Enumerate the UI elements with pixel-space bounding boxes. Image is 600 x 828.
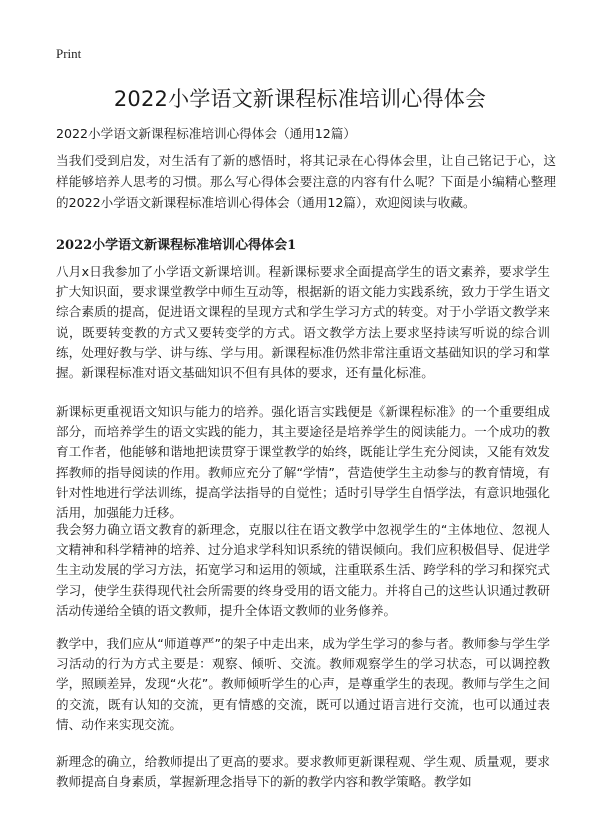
body-paragraph: 新课标更重视语文知识与能力的培养。强化语言实践便是《新课程标准》的一个重要组成部分，而培养学生的语文实践的能力，其主要途径是培养学生的阅读能力。一个成功的教育工作者，他能够和谐地把读贯穿于课堂教学的始终，既能让学生充分阅读，又能有效发挥教师的指导阅读的作用。教师应充分了解“学情”，营造使学生主动参与的教育情境，有针对性地进行学法训练，提高学法指导的自觉性；适时引导学生自悟学法，有意识地强化活用，加强能力迁移。: [56, 404, 550, 521]
print-link[interactable]: Print: [56, 46, 82, 61]
body-paragraph: 新理念的确立，给教师提出了更高的要求。要求教师更新课程观、学生观、质量观，要求教师提高自身素质，掌握新理念指导下的新的教学内容和教学策略。教学如: [56, 754, 550, 790]
section-heading: 2022小学语文新课程标准培训心得体会1: [56, 238, 297, 253]
body-paragraph: 八月x日我参加了小学语文新课培训。程新课标要求全面提高学生的语文素养，要求学生扩大知识面，要求课堂教学中师生互动等，根据新的语文能力实践系统，致力于学生语文综合素质的提高，促进语文课程的呈现方式和学生学习方式的转变。对于小学语文教学来说，既要转变教的方式又要转变学的方式。语文教学方法上要求坚持读写听说的综合训练，处理好教与学、讲与练、学与用。新课程标准仍然非常注重语文基础知识的学习和掌握。新课程标准对语文基础知识不但有具体的要求，还有量化标准。: [56, 264, 550, 381]
document-subtitle: 2022小学语文新课程标准培训心得体会（通用12篇）: [56, 126, 356, 141]
body-paragraph: 教学中，我们应从“师道尊严”的架子中走出来，成为学生学习的参与者。教师参与学生学习活动的行为方式主要是：观察、倾听、交流。教师观察学生的学习状态，可以调控教学，照顾差异，发现“火花”。教师倾听学生的心声，是尊重学生的表现。教师与学生之间的交流，既有认知的交流，更有情感的交流，既可以通过语言进行交流，也可以通过表情、动作来实现交流。: [56, 636, 550, 732]
page-title: 2022小学语文新课程标准培训心得体会: [113, 87, 487, 111]
intro-paragraph: 当我们受到启发，对生活有了新的感悟时，将其记录在心得体会里，让自己铭记于心，这样能够培养人思考的习惯。那么写心得体会要注意的内容有什么呢？下面是小编精心整理的2022小学语文新课程标准培训心得体会（通用12篇），欢迎阅读与收藏。: [56, 153, 556, 210]
body-paragraph: 我会努力确立语文教育的新理念，克服以往在语文教学中忽视学生的“主体地位、忽视人文精神和科学精神的培养、过分追求学科知识系统的错误倾向。我们应积极倡导、促进学生主动发展的学习方法，拓宽学习和运用的领域，注重联系生活、跨学科的学习和探究式学习，使学生获得现代社会所需要的终身受用的语文能力。并将自己的这些认识通过教研活动传递给全镇的语文教师，提升全体语文教师的业务修养。: [56, 522, 550, 618]
